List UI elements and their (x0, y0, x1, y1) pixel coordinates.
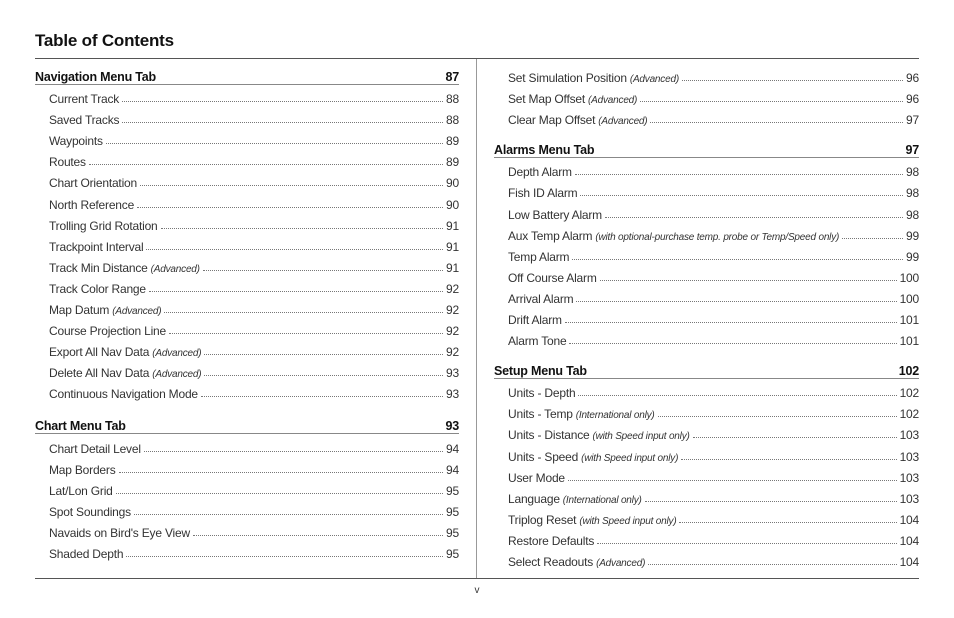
toc-entry-note: (Advanced) (150, 263, 200, 275)
toc-entry-label: Alarm Tone (508, 334, 567, 349)
toc-entry-page: 101 (899, 334, 919, 349)
toc-entry-label: Map Borders (49, 462, 116, 477)
toc-entry-label: Units - Depth (508, 386, 576, 401)
toc-entry-page: 102 (899, 386, 919, 401)
toc-entry-page: 98 (906, 186, 919, 201)
toc-entry[interactable] (35, 127, 459, 148)
toc-entry[interactable] (494, 264, 919, 285)
toc-entry-list (494, 379, 919, 569)
toc-entry-label: Saved Tracks (49, 113, 120, 128)
section-heading[interactable] (35, 413, 459, 434)
toc-entry-note: (with Speed input only) (581, 452, 679, 464)
toc-entry-label: Aux Temp Alarm (508, 228, 593, 243)
dot-leader (164, 312, 443, 313)
toc-entry-label: Course Projection Line (49, 324, 167, 339)
dot-leader (204, 354, 443, 355)
toc-entry[interactable] (494, 85, 919, 106)
toc-entry-label: Continuous Navigation Mode (49, 387, 198, 402)
toc-entry[interactable] (494, 327, 919, 348)
toc-entry[interactable] (35, 477, 459, 498)
toc-entry-list (494, 64, 919, 127)
toc-entry[interactable] (35, 434, 459, 455)
toc-entry[interactable] (494, 222, 919, 243)
toc-entry[interactable] (494, 506, 919, 527)
toc-entry-page: 98 (906, 207, 919, 222)
section-heading-label: Chart Menu Tab (35, 419, 126, 434)
toc-entry-label: Chart Orientation (49, 176, 137, 191)
section-heading[interactable] (494, 358, 919, 379)
dot-leader (204, 375, 443, 376)
toc-entry-page: 89 (446, 155, 459, 170)
column-divider (476, 59, 477, 578)
dot-leader (648, 564, 896, 565)
toc-entry-page: 93 (446, 387, 459, 402)
toc-section (35, 64, 459, 401)
toc-entry-note: (Advanced) (629, 74, 679, 86)
toc-entry[interactable] (494, 200, 919, 221)
toc-entry-page: 102 (899, 407, 919, 422)
dot-leader (575, 174, 903, 175)
title-rule (35, 58, 919, 59)
dot-leader (693, 437, 897, 438)
toc-entry-note: (Advanced) (152, 369, 202, 381)
toc-entry-label: User Mode (508, 470, 565, 485)
dot-leader (122, 101, 443, 102)
toc-section (494, 137, 919, 348)
toc-entry[interactable] (35, 254, 459, 275)
dot-leader (679, 522, 896, 523)
toc-entry-page: 90 (446, 197, 459, 212)
toc-entry-page: 93 (446, 366, 459, 381)
dot-leader (203, 270, 443, 271)
toc-entry-label: North Reference (49, 197, 135, 212)
toc-entry[interactable] (35, 148, 459, 169)
toc-entry-page: 97 (906, 113, 919, 128)
toc-entry-label: Current Track (49, 92, 120, 107)
toc-entry-page: 96 (906, 92, 919, 107)
toc-entry-page: 95 (446, 546, 459, 561)
dot-leader (681, 459, 896, 460)
toc-entry[interactable] (494, 243, 919, 264)
toc-entry-page: 99 (906, 228, 919, 243)
dot-leader (565, 322, 897, 323)
toc-entry-note: (with Speed input only) (579, 515, 677, 527)
toc-entry-label: Units - Temp (508, 407, 573, 422)
toc-entry-label: Map Datum (49, 303, 110, 318)
toc-entry-label: Trolling Grid Rotation (49, 218, 158, 233)
toc-entry[interactable] (35, 338, 459, 359)
toc-entry-page: 103 (899, 491, 919, 506)
toc-entry-label: Language (508, 491, 560, 506)
toc-entry-list (494, 158, 919, 348)
toc-entry[interactable] (494, 285, 919, 306)
toc-left-column (35, 64, 459, 561)
toc-entry-page: 91 (446, 239, 459, 254)
footer-rule (35, 578, 919, 579)
dot-leader (106, 143, 443, 144)
section-heading[interactable] (35, 64, 459, 85)
toc-section (35, 413, 459, 561)
toc-entry-label: Export All Nav Data (49, 345, 150, 360)
toc-entry-note: (Advanced) (596, 557, 646, 569)
section-gap (494, 348, 919, 358)
dot-leader (578, 395, 896, 396)
dot-leader (116, 493, 443, 494)
dot-leader (119, 472, 444, 473)
toc-entry-page: 98 (906, 165, 919, 180)
toc-entry-page: 91 (446, 260, 459, 275)
toc-entry-label: Clear Map Offset (508, 113, 596, 128)
dot-leader (640, 101, 903, 102)
dot-leader (572, 259, 903, 260)
toc-entry-page: 103 (899, 449, 919, 464)
dot-leader (597, 543, 896, 544)
toc-entry-label: Arrival Alarm (508, 291, 574, 306)
dot-leader (580, 195, 903, 196)
toc-entry-label: Drift Alarm (508, 313, 562, 328)
dot-leader (193, 535, 443, 536)
dot-leader (569, 343, 896, 344)
toc-entry-label: Set Simulation Position (508, 71, 627, 86)
dot-leader (89, 164, 443, 165)
toc-entry-label: Track Color Range (49, 281, 146, 296)
toc-entry-label: Fish ID Alarm (508, 186, 578, 201)
toc-entry-page: 103 (899, 428, 919, 443)
toc-entry-label: Waypoints (49, 134, 103, 149)
toc-entry[interactable] (494, 400, 919, 421)
dot-leader (682, 80, 903, 81)
dot-leader (645, 501, 897, 502)
dot-leader (126, 556, 443, 557)
toc-entry-label: Delete All Nav Data (49, 366, 150, 381)
toc-entry-page: 95 (446, 504, 459, 519)
toc-entry-label: Depth Alarm (508, 165, 572, 180)
section-heading-page: 93 (445, 419, 459, 434)
dot-leader (122, 122, 443, 123)
toc-entry[interactable] (494, 179, 919, 200)
toc-entry-page: 103 (899, 470, 919, 485)
toc-entry-label: Set Map Offset (508, 92, 586, 107)
toc-entry-page: 101 (899, 313, 919, 328)
toc-entry-note: (International only) (562, 494, 642, 506)
toc-entry[interactable] (494, 106, 919, 127)
toc-entry-page: 88 (446, 92, 459, 107)
toc-entry-note: (Advanced) (588, 95, 638, 107)
toc-entry-page: 99 (906, 249, 919, 264)
toc-entry-note: (with Speed input only) (592, 431, 690, 443)
toc-entry-label: Navaids on Bird's Eye View (49, 525, 190, 540)
dot-leader (650, 122, 903, 123)
toc-entry-label: Off Course Alarm (508, 270, 597, 285)
toc-entry[interactable] (35, 317, 459, 338)
toc-entry-note: (Advanced) (112, 306, 162, 318)
toc-entry[interactable] (35, 169, 459, 190)
toc-entry-label: Restore Defaults (508, 533, 595, 548)
toc-entry-page: 92 (446, 324, 459, 339)
toc-entry-page: 104 (899, 554, 919, 569)
toc-section (494, 358, 919, 569)
dot-leader (576, 301, 896, 302)
toc-entry-label: Temp Alarm (508, 249, 570, 264)
toc-entry-label: Select Readouts (508, 554, 594, 569)
toc-entry-label: Low Battery Alarm (508, 207, 602, 222)
toc-entry[interactable] (35, 190, 459, 211)
toc-entry-label: Routes (49, 155, 86, 170)
toc-entry-page: 94 (446, 462, 459, 477)
toc-entry-page: 100 (899, 291, 919, 306)
section-heading-label: Setup Menu Tab (494, 364, 587, 379)
dot-leader (146, 249, 443, 250)
toc-entry[interactable] (35, 233, 459, 254)
toc-entry[interactable] (35, 456, 459, 477)
toc-entry-page: 94 (446, 441, 459, 456)
toc-entry-label: Units - Speed (508, 449, 579, 464)
toc-entry[interactable] (35, 359, 459, 380)
toc-entry[interactable] (494, 548, 919, 569)
dot-leader (169, 333, 443, 334)
toc-entry[interactable] (494, 379, 919, 400)
toc-entry-page: 95 (446, 483, 459, 498)
toc-entry-list (35, 434, 459, 561)
toc-entry-note: (Advanced) (152, 348, 202, 360)
toc-entry[interactable] (35, 380, 459, 401)
toc-right-column (494, 64, 919, 569)
dot-leader (149, 291, 443, 292)
toc-entry[interactable] (35, 212, 459, 233)
dot-leader (605, 217, 903, 218)
toc-entry-note: (International only) (575, 410, 655, 422)
dot-leader (658, 416, 897, 417)
toc-entry-label: Track Min Distance (49, 260, 148, 275)
dot-leader (134, 514, 443, 515)
toc-entry-page: 89 (446, 134, 459, 149)
toc-entry-label: Lat/Lon Grid (49, 483, 113, 498)
toc-entry-page: 104 (899, 533, 919, 548)
section-gap (494, 127, 919, 137)
toc-entry[interactable] (35, 275, 459, 296)
toc-entry[interactable] (494, 64, 919, 85)
toc-entry-page: 100 (899, 270, 919, 285)
toc-entry[interactable] (35, 85, 459, 106)
section-heading[interactable] (494, 137, 919, 158)
dot-leader (842, 238, 903, 239)
toc-entry-page: 96 (906, 71, 919, 86)
toc-entry[interactable] (35, 519, 459, 540)
toc-entry-page: 90 (446, 176, 459, 191)
toc-entry-label: Spot Soundings (49, 504, 131, 519)
toc-entry-label: Shaded Depth (49, 546, 124, 561)
toc-entry-page: 91 (446, 218, 459, 233)
section-heading-page: 97 (905, 143, 919, 158)
dot-leader (568, 480, 897, 481)
toc-entry[interactable] (35, 296, 459, 317)
dot-leader (201, 396, 443, 397)
dot-leader (161, 228, 444, 229)
toc-entry-page: 88 (446, 113, 459, 128)
toc-entry[interactable] (494, 485, 919, 506)
dot-leader (137, 207, 443, 208)
toc-entry-page: 95 (446, 525, 459, 540)
toc-entry-page: 92 (446, 303, 459, 318)
toc-entry-page: 92 (446, 345, 459, 360)
toc-entry-note: (Advanced) (598, 116, 648, 128)
dot-leader (144, 451, 443, 452)
toc-entry[interactable] (494, 442, 919, 463)
toc-entry[interactable] (35, 540, 459, 561)
toc-entry-note: (with optional-purchase temp. probe or Temp/Speed only) (595, 231, 840, 243)
toc-entry-label: Triplog Reset (508, 512, 577, 527)
toc-entry-page: 104 (899, 512, 919, 527)
toc-entry-page: 92 (446, 281, 459, 296)
page-title: Table of Contents (35, 31, 174, 50)
toc-entry[interactable] (494, 158, 919, 179)
toc-entry[interactable] (494, 464, 919, 485)
page-number: v (474, 585, 480, 596)
toc-entry-label: Trackpoint Interval (49, 239, 144, 254)
section-heading-label: Navigation Menu Tab (35, 70, 156, 84)
toc-entry[interactable] (494, 306, 919, 327)
dot-leader (600, 280, 897, 281)
section-heading-page: 102 (898, 364, 919, 379)
toc-entry-label: Chart Detail Level (49, 441, 141, 456)
toc-entry[interactable] (35, 106, 459, 127)
toc-entry-label: Units - Distance (508, 428, 590, 443)
toc-entry-list (35, 85, 459, 401)
section-gap (35, 401, 459, 413)
toc-section (494, 64, 919, 127)
section-heading-label: Alarms Menu Tab (494, 143, 595, 158)
toc-entry[interactable] (494, 527, 919, 548)
dot-leader (140, 185, 443, 186)
toc-entry[interactable] (35, 498, 459, 519)
section-heading-page: 87 (445, 70, 459, 84)
toc-entry[interactable] (494, 421, 919, 442)
